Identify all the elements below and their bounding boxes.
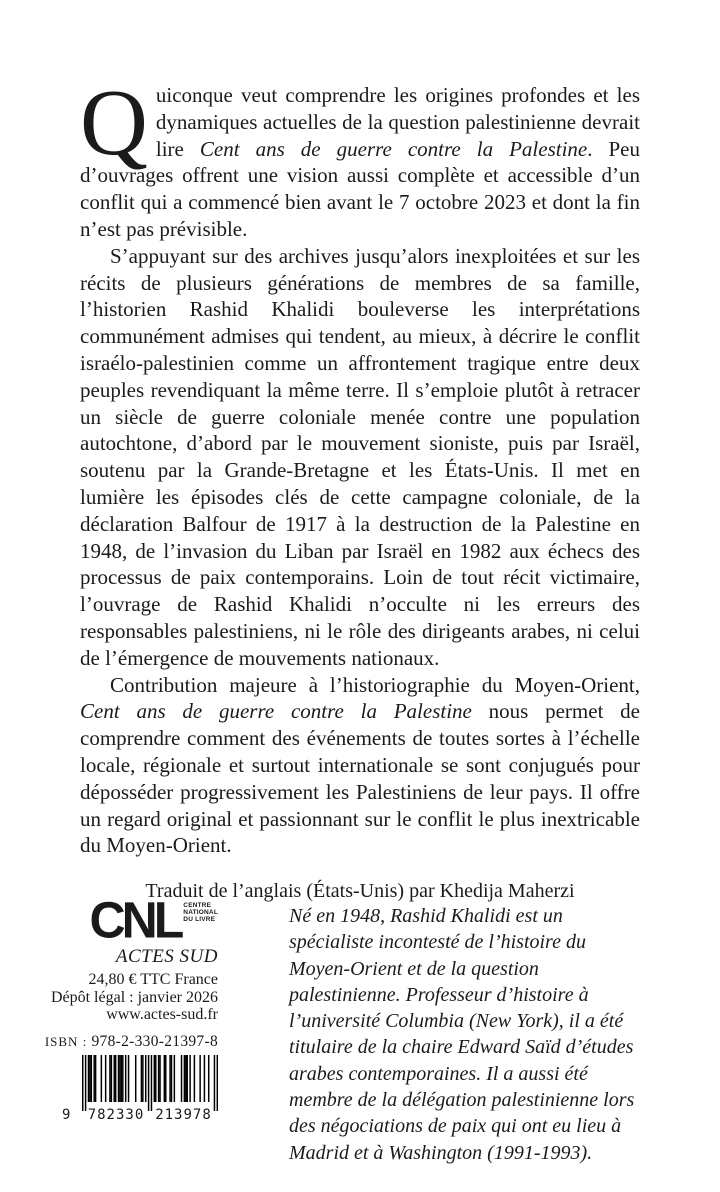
- barcode-digit-group1: 782330: [87, 1106, 145, 1123]
- synopsis: [80, 71, 641, 905]
- synopsis-p1-lead: uiconque veut comprendre les origines profondes et les dynamiques actuelles de la question palestinienne devrait lire: [155, 83, 640, 161]
- cnl-caption-line: CENTRE: [183, 902, 212, 909]
- imprint-name: ACTES SUD: [115, 946, 218, 967]
- synopsis-paragraph-2: S’appuyant sur des archives jusqu’alors inexploitées et sur les récits de plusieurs générations de membres de sa famille, l’historien Rashid Khalidi bouleverse les interprétations communément admises qui tendent, au mieux, à décrire le conflit israélo-palestinien comme un affrontement tragique entre deux peuples revendiquant la même terre. Il s’emploie plutôt à retracer un siècle de guerre coloniale menée contre une population autochtone, d’abord par le mouvement sioniste, puis par Israël, soutenu par la Grande-Bretagne et les États-Unis. Il met en lumière les épisodes clés de cette campagne coloniale, de la déclaration Balfour de 1917 à la destruction de la Palestine en 1948, de l’invasion du Liban par Israël en 1982 aux échecs des processus de paix contemporains. Loin de tout récit victimaire, l’ouvrage de Rashid Khalidi n’occulte ni les erreurs des responsables palestiniens, ni le rôle des dirigeants arabes, ni celui de l’émergence de mouvements nationaux.: [80, 243, 640, 670]
- synopsis-p1-tail: . Peu d’ouvrages offrent une vision aussi complète et accessible d’un conflit qui a commencé bien avant le 7 octobre 2023 et dont la fin n’est pas prévisible.: [80, 136, 641, 241]
- cnl-caption-line: DU LIVRE: [183, 916, 216, 923]
- publisher-block: [0, 891, 218, 1125]
- synopsis-p3-lead: Contribution majeure à l’historiographie du Moyen-Orient,: [110, 672, 640, 697]
- synopsis-paragraph-3: [80, 672, 640, 860]
- drop-cap: Q: [80, 71, 148, 175]
- legal-deposit: Dépôt légal : janvier 2026: [50, 988, 218, 1006]
- author-bio: Né en 1948, Rashid Khalidi est un spécialiste incontesté de l’histoire du Moyen-Orient et de la question palestinienne. Professeur d’histoire à l’université Columbia (New York), il a été titulaire de la chaire Edward Saïd d’études arabes contemporaines. Il a aussi été membre de la délégation palestinienne lors des négociations de paix qui ont eu lieu à Madrid et à Washington (1991-1993).: [289, 905, 635, 1164]
- isbn-label: ISBN :: [44, 1033, 88, 1049]
- cnl-caption-line: NATIONAL: [183, 909, 218, 916]
- website: www.actes-sud.fr: [106, 1006, 218, 1023]
- book-title-italic: Cent ans de guerre contre la Palestine: [199, 136, 588, 161]
- synopsis-paragraph-1: [80, 71, 641, 243]
- synopsis-p3-tail: nous permet de comprendre comment des événements de toutes sortes à l’échelle locale, régionale et surtout internationale se sont conjugués pour déposséder progressivement les Palestiniens de leur pays. Il offre un regard original et passionnant sur le conflit le plus inextricable du Moyen-Orient.: [80, 699, 641, 858]
- book-title-italic: Cent ans de guerre contre la Palestine: [80, 699, 472, 724]
- cnl-logo-caption: [183, 898, 218, 923]
- translator-credit: Traduit de l’anglais (États-Unis) par Khedija Maherzi: [145, 880, 575, 903]
- cnl-logo: [89, 891, 218, 949]
- barcode-bars: [82, 1055, 218, 1113]
- isbn-number: 978-2-330-21397-8: [91, 1032, 218, 1050]
- barcode-digit-first: 9: [62, 1106, 72, 1123]
- isbn-line: [0, 1033, 218, 1050]
- price: 24,80 € TTC France: [88, 971, 218, 988]
- cnl-logo-letters: CNL: [89, 891, 181, 949]
- barcode-digit-group2: 213978: [155, 1106, 212, 1123]
- barcode: [62, 1055, 218, 1125]
